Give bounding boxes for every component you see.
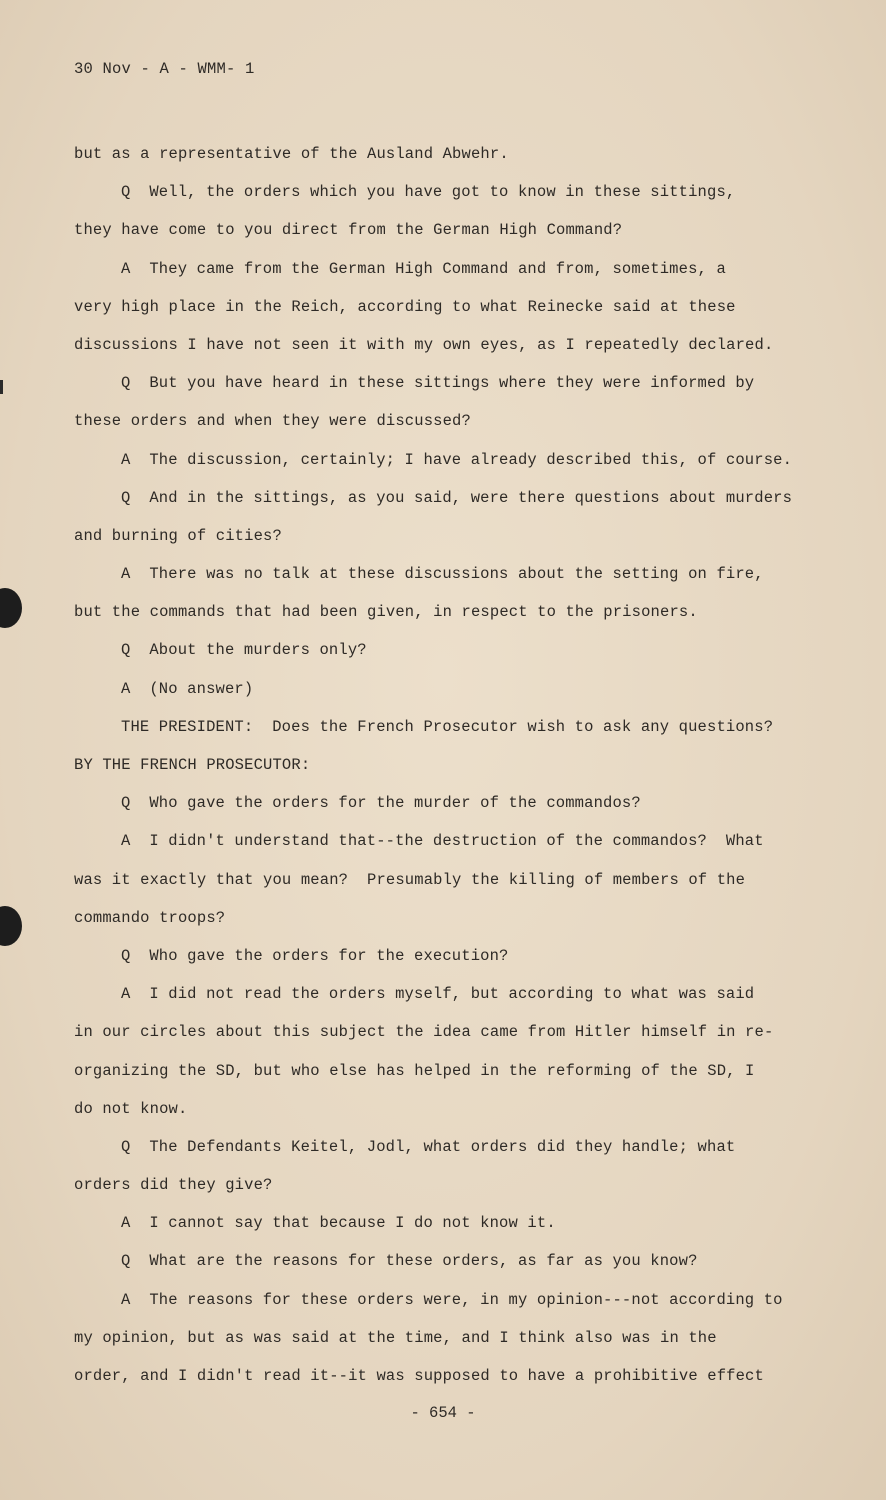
transcript-line: but as a representative of the Ausland Abwehr. bbox=[74, 145, 509, 163]
transcript-line: discussions I have not seen it with my own eyes, as I repeatedly declared. bbox=[74, 335, 774, 354]
transcript-line: Q Who gave the orders for the execution? bbox=[121, 946, 509, 965]
transcript-line: A The reasons for these orders were, in my opinion---not according to bbox=[121, 1290, 783, 1309]
edge-mark bbox=[0, 380, 3, 394]
transcript-line: A They came from the German High Command and from, sometimes, a bbox=[121, 259, 726, 278]
transcript-line: in our circles about this subject the idea came from Hitler himself in re- bbox=[74, 1023, 774, 1042]
transcript-line: but the commands that had been given, in respect to the prisoners. bbox=[74, 603, 698, 622]
page-header: 30 Nov - A - WMM- 1 bbox=[74, 60, 255, 78]
punch-hole bbox=[0, 906, 22, 946]
transcript-line: Q The Defendants Keitel, Jodl, what orders did they handle; what bbox=[121, 1137, 736, 1156]
transcript-line: Q What are the reasons for these orders, as far as you know? bbox=[121, 1252, 698, 1271]
transcript-line: Q Who gave the orders for the murder of the commandos? bbox=[121, 794, 641, 813]
transcript-line: A The discussion, certainly; I have already described this, of course. bbox=[121, 450, 793, 469]
transcript-line: BY THE FRENCH PROSECUTOR: bbox=[74, 756, 311, 774]
transcript-line: Q But you have heard in these sittings where they were informed by bbox=[121, 374, 755, 393]
transcript-line: THE PRESIDENT: Does the French Prosecutor wish to ask any questions? bbox=[121, 717, 774, 736]
transcript-line: commando troops? bbox=[74, 908, 226, 927]
transcript-line: A There was no talk at these discussions about the setting on fire, bbox=[121, 565, 764, 584]
transcript-line: do not know. bbox=[74, 1099, 188, 1118]
transcript-line: Q And in the sittings, as you said, were there questions about murders bbox=[121, 488, 793, 507]
transcript-line: A I cannot say that because I do not know it. bbox=[121, 1214, 556, 1233]
transcript-line: A (No answer) bbox=[121, 679, 254, 698]
transcript-line: A I didn't understand that--the destruction of the commandos? What bbox=[121, 832, 764, 851]
transcript-body bbox=[74, 135, 814, 1395]
transcript-line: orders did they give? bbox=[74, 1176, 273, 1195]
transcript-line: A I did not read the orders myself, but according to what was said bbox=[121, 985, 755, 1004]
transcript-line: was it exactly that you mean? Presumably the killing of members of the bbox=[74, 870, 746, 889]
transcript-line: Q Well, the orders which you have got to know in these sittings, bbox=[121, 183, 736, 202]
transcript-line: and burning of cities? bbox=[74, 526, 282, 545]
transcript-line: order, and I didn't read it--it was supposed to have a prohibitive effect bbox=[74, 1367, 764, 1385]
transcript-line: organizing the SD, but who else has helped in the reforming of the SD, I bbox=[74, 1061, 755, 1080]
transcript-line: these orders and when they were discussed? bbox=[74, 412, 471, 431]
punch-hole bbox=[0, 588, 22, 628]
transcript-line: they have come to you direct from the German High Command? bbox=[74, 221, 623, 240]
transcript-line: my opinion, but as was said at the time, and I think also was in the bbox=[74, 1328, 717, 1347]
transcript-line: very high place in the Reich, according to what Reinecke said at these bbox=[74, 297, 736, 316]
transcript-line: Q About the murders only? bbox=[121, 641, 367, 660]
page-number: - 654 - bbox=[410, 1404, 476, 1422]
